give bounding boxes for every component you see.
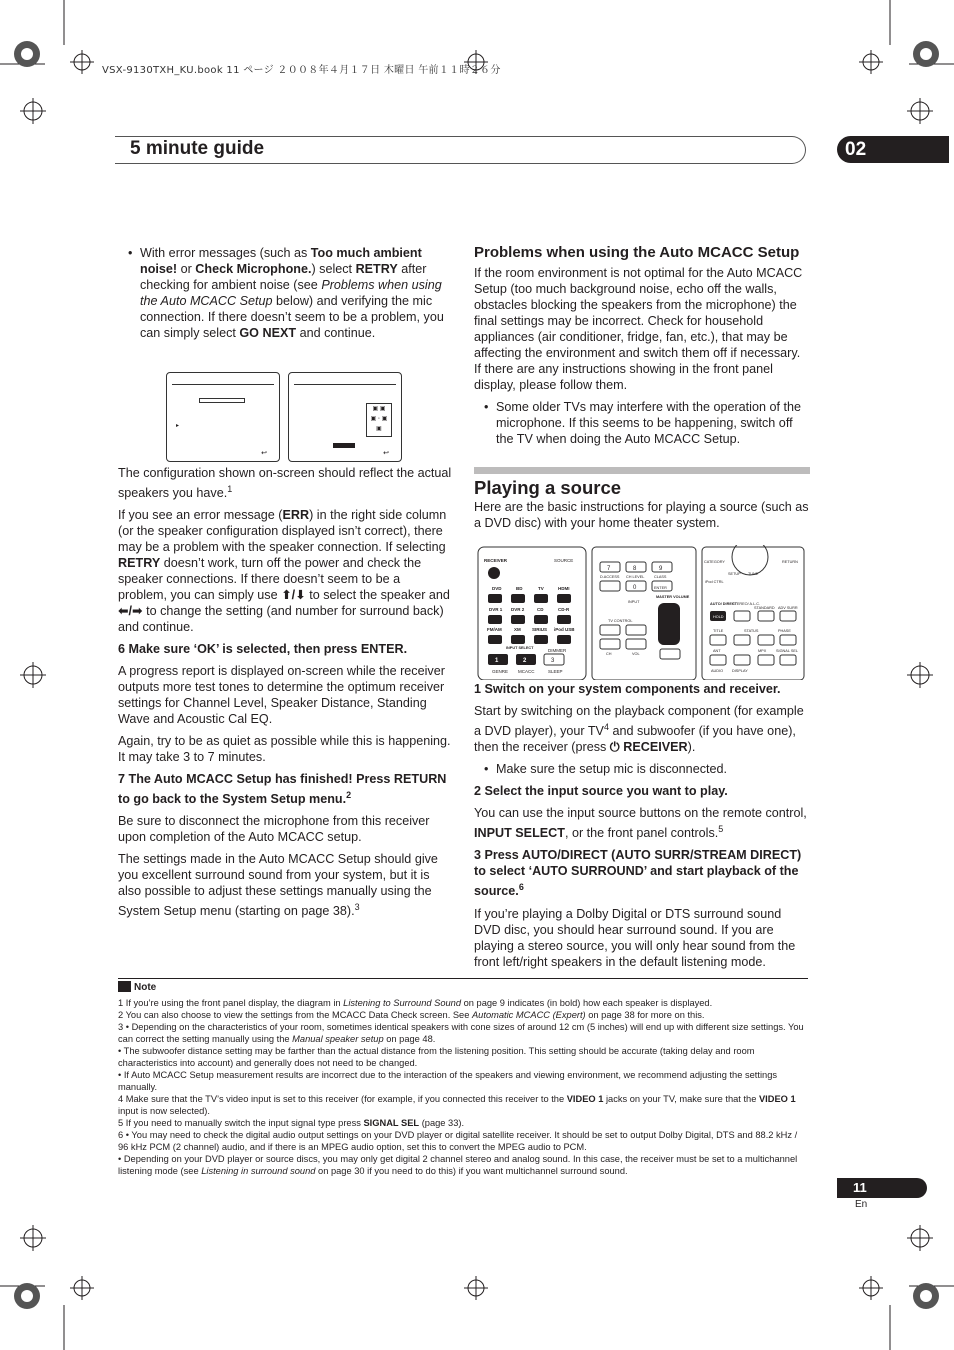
disconnect-paragraph: Be sure to disconnect the microphone from this receiver upon completion of the Auto MCACC setup. [118, 814, 430, 845]
remote-input-label: INPUT [628, 600, 640, 604]
remote-phase-label: PHASE [778, 629, 791, 633]
remote-cdr-label: CD-R [558, 607, 570, 612]
remote-dimmer-label: DIMMER [548, 648, 567, 653]
remote-ipod-ctrl-label: iPod CTRL [705, 580, 724, 584]
osd-screen-left: ▸ ↩ [166, 372, 280, 462]
remote-title-label: TITLE [713, 629, 724, 633]
remote-ant-label: ANT [713, 649, 721, 653]
remote-mcacc-label: MCACC [518, 669, 535, 674]
remote-dvr1-label: DVR 1 [489, 607, 503, 612]
remote-display-label: DISPLAY [732, 669, 748, 673]
footnote-rule [118, 978, 808, 979]
quiet-paragraph: Again, try to be as quiet as possible while this is happening. It may take 3 to 7 minutes. [118, 734, 451, 765]
remote-key-3: 3 [551, 658, 555, 664]
settings-paragraph: The settings made in the Auto MCACC Setup should give you excellent surround sound from your system, but it is also possible to adjust these settings manually using the System Setup menu (starting on page 38).$^3$ [118, 852, 438, 919]
remote-status-label: STATUS [744, 629, 759, 633]
remote-sleep-label: SLEEP [548, 669, 563, 674]
input-source-paragraph: You can use the input source buttons on the remote control, INPUT SELECT, or the front panel controls.$^5$ [474, 806, 807, 841]
remote-bd-label: BD [516, 586, 523, 591]
playing-intro: Here are the basic instructions for playing a source (such as a DVD disc) with your home theater system. [474, 500, 809, 530]
remote-input-select-label: INPUT SELECT [506, 646, 534, 650]
remote-xm-label: XM [514, 627, 521, 632]
footnote-2: 2 You can also choose to view the settings from the MCACC Data Check screen. See Automatic MCACC (Expert) on page 38 for more on this. [118, 1010, 705, 1020]
remote-control-illustration [476, 545, 806, 680]
remote-fmam-label: FM/AM [487, 627, 502, 632]
footnote-5: 5 If you need to manually switch the input signal type press SIGNAL SEL (page 33). [118, 1118, 465, 1128]
remote-audio-label: AUDIO [711, 669, 724, 673]
remote-mute-label: MUTE [662, 642, 673, 646]
remote-daccess-label: D.ACCESS [600, 575, 620, 579]
remote-standard-label: STANDARD [754, 606, 775, 610]
problems-heading: Problems when using the Auto MCACC Setup [474, 244, 800, 261]
remote-hdmi-label: HDMI [558, 586, 570, 591]
footnote-3-subwoofer: • The subwoofer distance setting may be farther than the actual distance from the listening position. This setting should be accurate (taking delay and room characteristics into account) and generally does not need to be changed. [118, 1046, 755, 1068]
step-3: 3 Press AUTO/DIRECT (AUTO SURR/STREAM DIRECT) to select ‘AUTO SURROUND’ and start playback of the source.$^6$ [474, 848, 802, 899]
remote-key-1: 1 [495, 658, 499, 664]
remote-master-volume-label: MASTER VOLUME [656, 595, 690, 599]
footnote-3-manual: • If Auto MCACC Setup measurement results are incorrect due to the interaction of the speakers and viewing environment, we recommend adjusting the settings manually. [118, 1070, 778, 1092]
remote-tune-label: TUNE [748, 572, 759, 576]
remote-signal-sel-label: SIGNAL SEL [776, 649, 799, 653]
section-rule [474, 467, 810, 474]
remote-key-9: 9 [659, 566, 663, 572]
step-1: 1 Switch on your system components and receiver. [474, 682, 781, 696]
step-2: 2 Select the input source you want to play. [474, 784, 728, 799]
remote-tv-label: TV [538, 586, 544, 591]
remote-genre-label: GENRE [492, 669, 509, 674]
footnote-1: 1 If you’re using the front panel display, the diagram in Listening to Surround Sound on page 9 indicates (in bold) how each speaker is displayed. [118, 998, 713, 1008]
remote-cd-label: CD [537, 607, 544, 612]
remote-vol-label: VOL [632, 652, 640, 656]
playing-source-heading: Playing a source [474, 477, 622, 498]
print-info-line: VSX-9130TXH_KU.book 11 ページ ２００８年４月１７日 木曜日 午前１１時２６分 [102, 65, 501, 76]
remote-receiver-label: RECEIVER [484, 558, 508, 563]
note-icon [118, 981, 131, 992]
remote-key-2: 2 [523, 658, 527, 664]
remote-setup-label: SETUP [728, 572, 741, 576]
mic-disconnected-bullet: • Make sure the setup mic is disconnected. [474, 761, 810, 777]
remote-auto-direct-label: AUTO/ DIRECT [710, 602, 737, 606]
remote-source-label: SOURCE [554, 558, 574, 563]
footnote-6: 6 • You may need to check the digital audio output settings on your DVD player or digital satellite receiver. It should be set to output Dolby Digital, DTS and 88.2 kHz / 96 kHz PCM (2 channel) audio, and if there is an MPEG audio option, set this to convert the MPEG audio to PCM. [118, 1130, 798, 1152]
remote-tv-control-label: TV CONTROL [608, 619, 633, 623]
note-heading: Note [118, 981, 808, 994]
problems-paragraph: If the room environment is not optimal for the Auto MCACC Setup (too much background noise, echo off the walls, obstacles blocking the speakers from the microphone) the final settings may be incorrect. Check for household appliances (air conditioner, fridge, fan, etc.), that may be affecting the environment and switch them off if necessary. If there are any instructions showing in the front panel display, please follow them. [474, 266, 803, 392]
on-screen-display-illustration [166, 372, 402, 462]
remote-adv-surr-label: ADV SURR [778, 606, 798, 610]
progress-paragraph: A progress report is displayed on-screen while the receiver outputs more test tones to determine the optimum receiver settings for Channel Level, Speaker Distance, Standing Wave and Acoustic Cal EQ. [118, 664, 445, 727]
remote-dvr2-label: DVR 2 [511, 607, 525, 612]
remote-ch-label: CH [606, 652, 612, 656]
remote-return-label: RETURN [782, 560, 798, 564]
surround-paragraph: If you’re playing a Dolby Digital or DTS surround sound DVD disc, you should hear surround sound. If you are playing a stereo source, you will only hear sound from the front left/right speakers in the default listening mode. [474, 906, 796, 969]
footnote-6-multichannel: • Depending on your DVD player or source discs, you may only get digital 2 channel stereo and analog sound. In this case, the receiver must be set to a multichannel listening mode (see Listening in surround sound on page 30 if you need to do this) if you want multichannel surround sound. [118, 1154, 798, 1176]
older-tv-bullet: • Some older TVs may interfere with the operation of the microphone. If this seems to be happening, switch off the TV when doing the Auto MCACC Setup. [474, 399, 810, 447]
footnotes [118, 978, 808, 1177]
remote-class-label: CLASS [654, 575, 667, 579]
remote-stereo-label: STEREO/ A.L.C. [732, 602, 761, 606]
switch-on-paragraph: Start by switching on the playback component (for example a DVD player), your $TV^4$ and subwoofer (if you have one), then the receiver (press ⏻ RECEIVER). [474, 704, 804, 755]
footnote-3: 3 • Depending on the characteristics of your room, sometimes identical speakers with cone sizes of around 12 cm (5 inches) will end up with different size settings. You can correct the setting manually using the Manual speaker setup on page 48. [118, 1022, 804, 1044]
remote-hold-label: HOLD [713, 615, 724, 619]
page-number: 11 [837, 1178, 927, 1198]
remote-chlevel-label: CH LEVEL [626, 575, 645, 579]
left-column [118, 245, 452, 926]
footnote-4: 4 Make sure that the TV’s video input is set to this receiver (for example, if you connected this receiver to the VIDEO 1 jacks on your TV, make sure that the VIDEO 1 input is now selected). [118, 1094, 796, 1116]
error-paragraph: If you see an error message (ERR) in the right side column (or the speaker configuration displayed isn’t correct), there may be a problem with the speaker connection. If selecting RETRY doesn’t work, turn off the power and check the speaker connections. If there doesn’t seem to be a problem, you can simply use ⬆/⬇ to select the speaker and ⬅/➡ to change the setting (and number for surround back) and continue. [118, 508, 450, 635]
page-language: En [855, 1199, 868, 1210]
remote-key-7: 7 [607, 566, 611, 572]
remote-ipod-label: iPod USB [554, 627, 575, 632]
remote-key-8: 8 [633, 566, 637, 572]
step-7: 7 The Auto MCACC Setup has finished! Press RETURN to go back to the System Setup menu.$^2$ [118, 772, 447, 807]
page-title: 5 minute guide [130, 138, 265, 159]
chapter-number: 02 [837, 136, 949, 163]
remote-enter-label: ENTER [654, 586, 667, 590]
remote-sirius-label: SIRIUS [532, 627, 548, 632]
osd-screen-right: ▣ ▣ ▣ ◦ ▣ ▣ ↩ [288, 372, 402, 462]
remote-key-0: 0 [633, 585, 637, 591]
error-messages-bullet: • With error messages (such as Too much ambient noise! or Check Microphone.) select RETRY after checking for ambient noise (see Problems when using the Auto MCACC Setup below) and verifying the mic connection. If there doesn’t seem to be a problem, you can simply select GO NEXT and continue. [118, 245, 452, 341]
step-6: 6 Make sure ‘OK’ is selected, then press ENTER. [118, 642, 408, 657]
config-paragraph: The configuration shown on-screen should reflect the actual speakers you have.$^1$ [118, 466, 452, 501]
remote-mpx-label: MPX [758, 649, 767, 653]
remote-dvd-label: DVD [492, 586, 502, 591]
remote-category-label: CATEGORY [704, 560, 725, 564]
